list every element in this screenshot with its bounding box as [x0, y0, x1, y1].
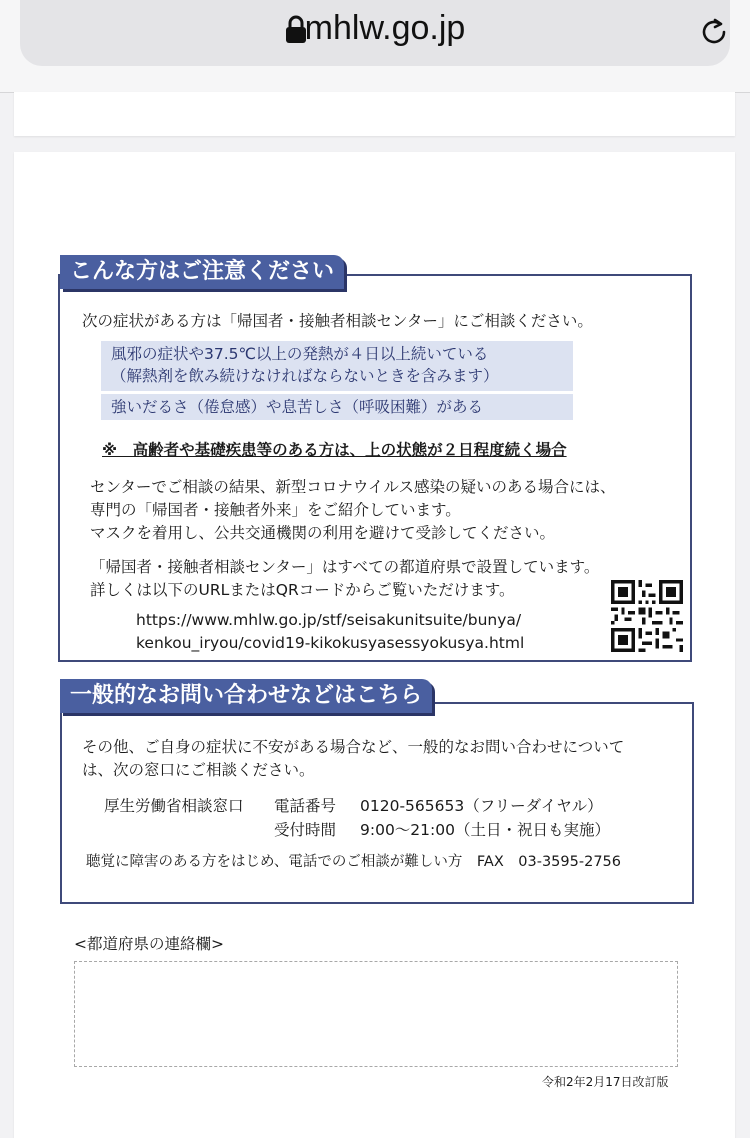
- caution-intro: 次の症状がある方は「帰国者・接触者相談センター」にご相談ください。: [82, 312, 593, 330]
- hours-label: 受付時間: [274, 821, 337, 839]
- center-url-line1[interactable]: https://www.mhlw.go.jp/stf/seisakunitsuite/bunya/: [136, 611, 522, 629]
- browser-toolbar: [0, 0, 750, 93]
- qr-code-icon[interactable]: [610, 580, 684, 652]
- symptom-fever-line2: （解熱剤を飲み続けなければならないときを含みます）: [111, 367, 499, 385]
- center-info-line1: 「帰国者・接触者相談センター」はすべての都道府県で設置しています。: [90, 558, 600, 576]
- url-text: mhlw.go.jp: [304, 9, 466, 47]
- hours-value: 9:00～21:00（土日・祝日も実施）: [360, 821, 610, 839]
- prefecture-contact-label: <都道府県の連絡欄>: [74, 935, 224, 953]
- previous-page-card: [14, 92, 735, 136]
- symptom-fever: [101, 341, 573, 391]
- general-inquiries-title: 一般的なお問い合わせなどはこちら: [60, 679, 432, 713]
- center-url-line2[interactable]: kenkou_iryou/covid19-kikokusyasessyokusya.html: [136, 634, 525, 652]
- caution-section-title: こんな方はご注意ください: [60, 255, 344, 289]
- address-bar[interactable]: [20, 0, 730, 66]
- consult-paragraph-line1: センターでご相談の結果、新型コロナウイルス感染の疑いのある場合には、: [90, 478, 616, 496]
- phone-label: 電話番号: [274, 797, 337, 815]
- general-intro-line1: その他、ご自身の症状に不安がある場合など、一般的なお問い合わせについて: [82, 738, 625, 756]
- fax-line: 聴覚に障害のある方をはじめ、電話でのご相談が難しい方 FAX 03-3595-2756: [86, 854, 621, 870]
- contact-office-name: 厚生労働省相談窓口: [104, 797, 244, 815]
- center-info-line2: 詳しくは以下のURLまたはQRコードからご覧いただけます。: [90, 581, 515, 599]
- elderly-note: ※ 高齢者や基礎疾患等のある方は、上の状態が２日程度続く場合: [102, 441, 567, 459]
- revision-date: 令和2年2月17日改訂版: [542, 1075, 669, 1089]
- symptom-fever-line1: 風邪の症状や37.5℃以上の発熱が４日以上続いている: [111, 345, 489, 363]
- symptom-fatigue: 強いだるさ（倦怠感）や息苦しさ（呼吸困難）がある: [101, 394, 573, 420]
- consult-paragraph-line3: マスクを着用し、公共交通機関の利用を避けて受診してください。: [90, 524, 556, 542]
- caution-box: [58, 274, 692, 662]
- phone-number[interactable]: 0120-565653（フリーダイヤル）: [360, 797, 603, 815]
- general-intro-line2: は、次の窓口にご相談ください。: [82, 761, 315, 779]
- reload-icon[interactable]: [696, 14, 732, 50]
- consult-paragraph-line2: 専門の「帰国者・接触者外来」をご紹介しています。: [90, 501, 461, 519]
- prefecture-contact-box: [74, 961, 678, 1067]
